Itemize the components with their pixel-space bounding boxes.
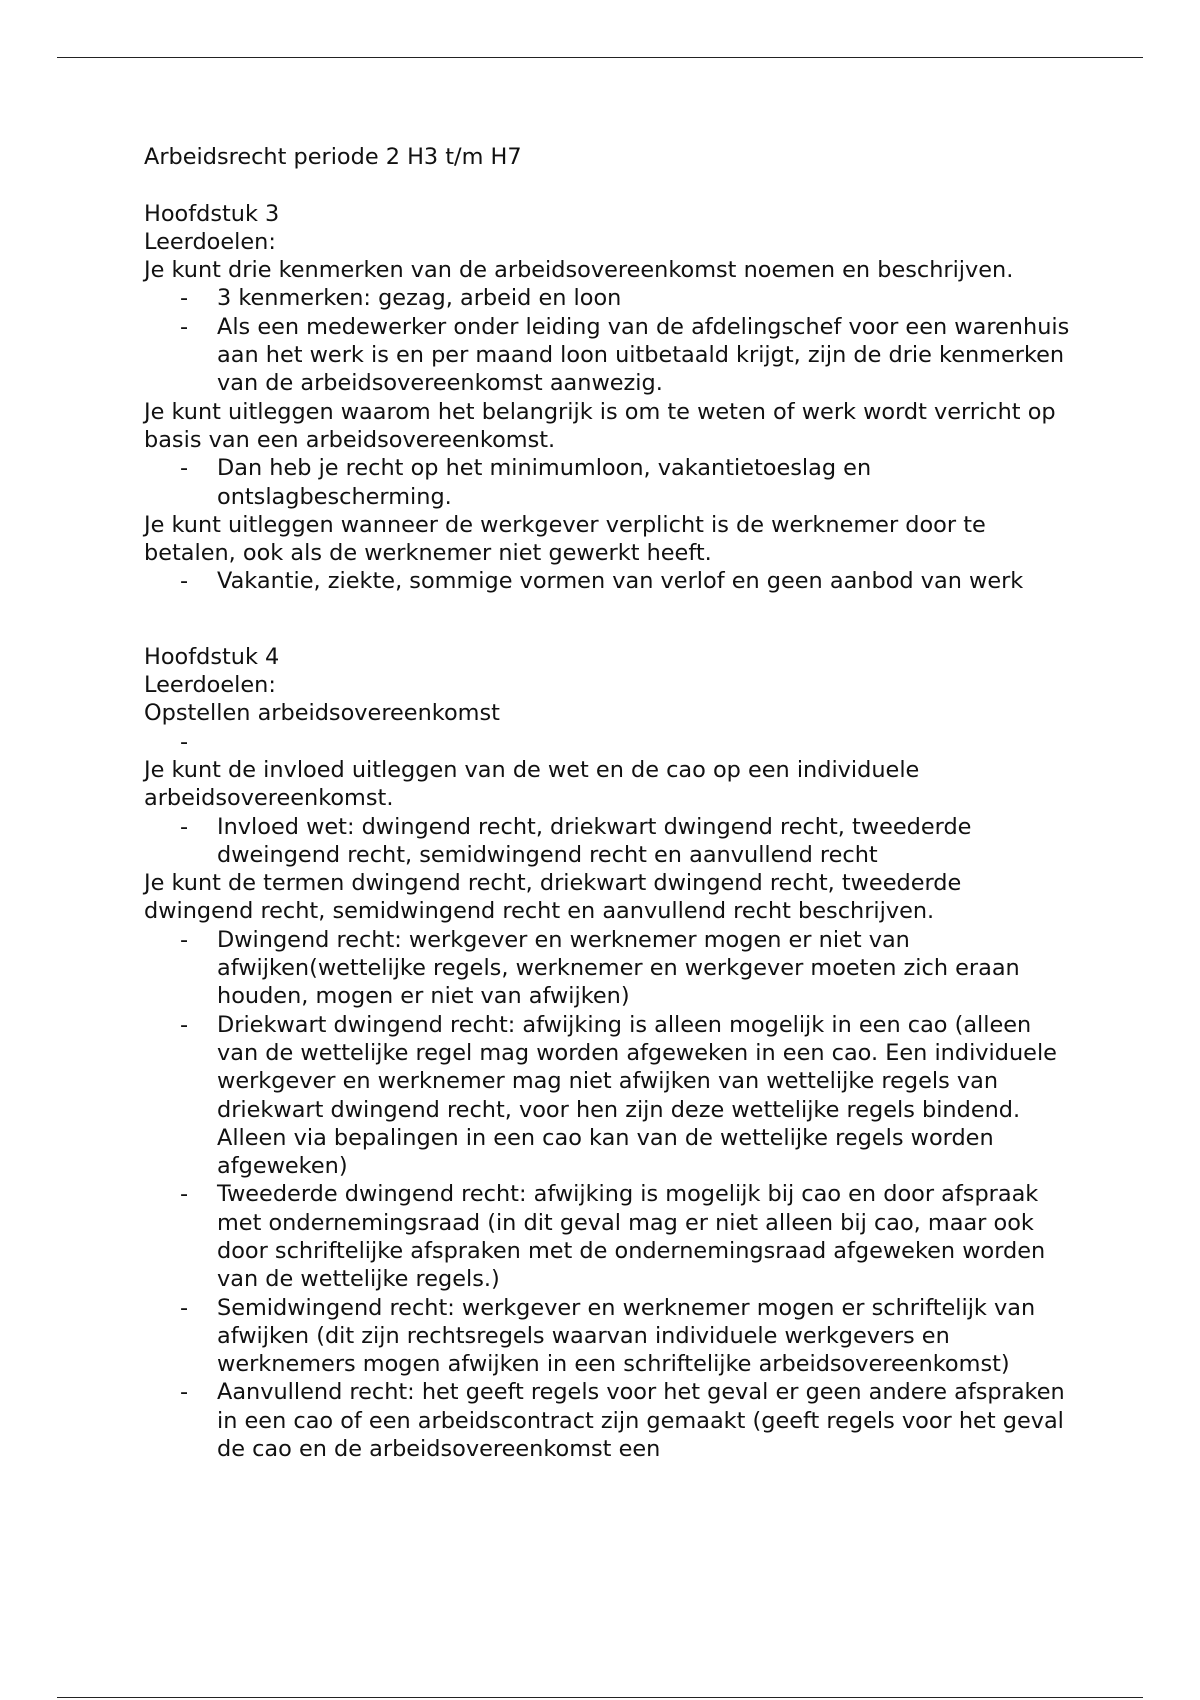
learning-goal: Je kunt drie kenmerken van de arbeidsovereenkomst noemen en beschrijven. [144,257,1014,284]
blank-line [144,171,1074,199]
section-subheading: Leerdoelen: [144,228,276,255]
document-body [144,143,1074,1463]
list-item [144,284,1074,312]
dash-marker: - [180,1011,189,1038]
learning-goal: Je kunt de termen dwingend recht, driekwart dwingend recht, tweederde dwingend recht, semidwingend recht en aanvullend recht beschrijven. [144,870,962,925]
list-item [144,813,1074,870]
bullet-list [144,284,1074,397]
section-heading: Hoofdstuk 3 [144,200,280,227]
list-item [144,1294,1074,1379]
list-item-text: Vakantie, ziekte, sommige vormen van verlof en geen aanbod van werk [217,568,1024,595]
page-bottom-rule [57,1697,1143,1698]
list-item [144,1180,1074,1293]
dash-marker: - [180,926,189,953]
list-item [144,1011,1074,1181]
dash-marker: - [180,728,189,755]
section-subheading: Leerdoelen: [144,672,276,699]
learning-goal: Je kunt de invloed uitleggen van de wet en de cao op een individuele arbeidsovereenkomst. [144,756,920,812]
learning-goal: Je kunt uitleggen waarom het belangrijk is om te weten of werk wordt verricht op basis van een arbeidsovereenkomst. [144,398,1056,453]
list-item-text: Tweederde dwingend recht: afwijking is mogelijk bij cao en door afspraak met ondernemingsraad (in dit geval mag er niet alleen bij cao, maar ook door schriftelijke afspraken met de ondernemingsraad afgeweken worden van de wettelijke regels.) [217,1181,1046,1293]
list-item-text: Aanvullend recht: het geeft regels voor het geval er geen andere afspraken in een cao of een arbeidscontract zijn gemaakt (geeft regels voor het geval de cao en de arbeidsovereenkomst een [217,1379,1065,1463]
list-item [144,1378,1074,1463]
bullet-list [144,454,1074,511]
dash-marker: - [180,1294,189,1321]
page-top-rule [57,57,1143,58]
list-item [144,454,1074,511]
bullet-list [144,813,1074,870]
list-item-text: Dan heb je recht op het minimumloon, vakantietoeslag en ontslagbescherming. [217,455,872,510]
list-item [144,567,1074,595]
document-title: Arbeidsrecht periode 2 H3 t/m H7 [144,144,522,170]
list-item [144,313,1074,398]
blank-line [144,596,1074,643]
list-item-text: 3 kenmerken: gezag, arbeid en loon [217,285,622,312]
dash-marker: - [180,455,189,482]
section-heading: Hoofdstuk 4 [144,643,280,670]
dash-marker: - [180,568,189,595]
bullet-list [144,926,1074,1464]
section-hoofdstuk-4 [144,643,1074,1464]
bullet-list [144,567,1074,595]
list-item [144,926,1074,1011]
list-item [144,728,1074,756]
list-item-text: Semidwingend recht: werkgever en werknemer mogen er schriftelijk van afwijken (dit zijn rechtsregels waarvan individuele werkgevers en werknemers mogen afwijken in een schriftelijke arbeidsovereenkomst) [217,1294,1036,1378]
list-item-text: Als een medewerker onder leiding van de afdelingschef voor een warenhuis aan het werk is en per maand loon uitbetaald krijgt, zijn de drie kenmerken van de arbeidsovereenkomst aanwezig. [217,313,1070,397]
bullet-list [144,728,1074,756]
section-hoofdstuk-3 [144,200,1074,596]
dash-marker: - [180,1379,189,1406]
list-item-text: Invloed wet: dwingend recht, driekwart dwingend recht, tweederde dweingend recht, semidwingend recht en aanvullend recht [217,813,972,868]
dash-marker: - [180,313,189,340]
list-item-text: Dwingend recht: werkgever en werknemer mogen er niet van afwijken(wettelijke regels, werknemer en werkgever moeten zich eraan houden, mogen er niet van afwijken) [217,926,1020,1010]
learning-goal: Opstellen arbeidsovereenkomst [144,700,500,727]
dash-marker: - [180,813,189,840]
learning-goal: Je kunt uitleggen wanneer de werkgever verplicht is de werknemer door te betalen, ook als de werknemer niet gewerkt heeft. [144,511,986,567]
dash-marker: - [180,1181,189,1208]
list-item-text: Driekwart dwingend recht: afwijking is alleen mogelijk in een cao (alleen van de wettelijke regel mag worden afgeweken in een cao. Een individuele werkgever en werknemer mag niet afwijken van wettelijke regels van driekwart dwingend recht, voor hen zijn deze wettelijke regels bindend. Alleen via bepalingen in een cao kan van de wettelijke regels worden afgeweken) [217,1011,1057,1180]
dash-marker: - [180,285,189,312]
